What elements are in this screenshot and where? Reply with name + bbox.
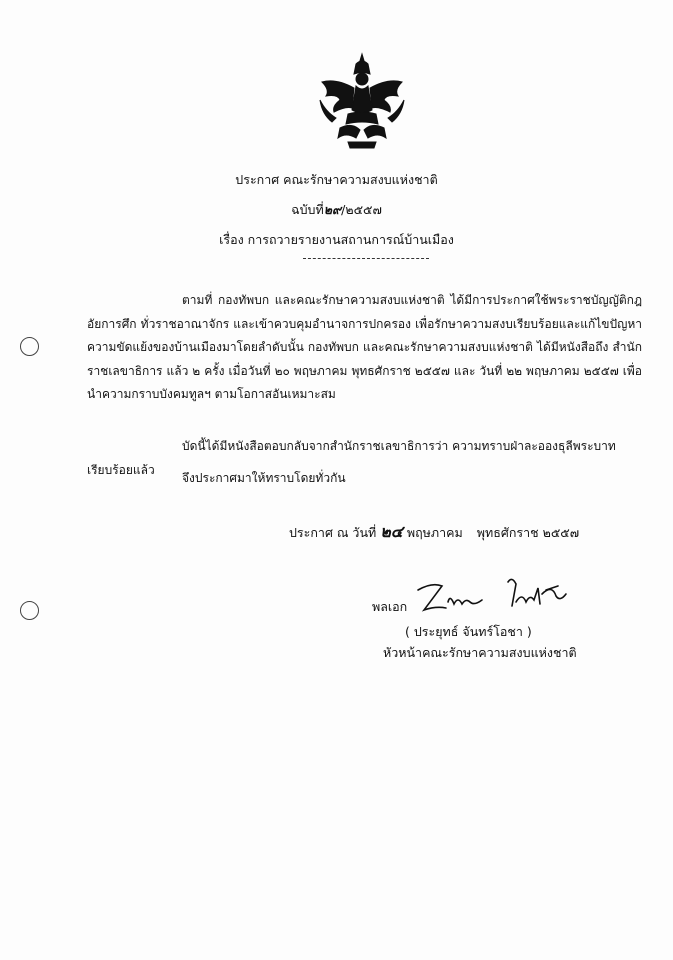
punch-hole-top xyxy=(20,337,39,356)
body-paragraph-1: ตามที่ กองทัพบก และคณะรักษาความสงบแห่งชาติ ได้มีการประกาศใช้พระราชบัญญัติกฎอัยการศึก ทั่วราชอาณาจักร และเข้าควบคุมอำนาจการปกครอง เพื่อรักษาความสงบเรียบร้อยและแก้ไขปัญหาความขัดแย้งของบ้านเมืองมาโดยลำดับนั้น กองทัพบก และคณะรักษาความสงบแห่งชาติ ได้มีหนังสือถึง สำนักราชเลขาธิการ แล้ว ๒ ครั้ง เมื่อวันที่ ๒๐ พฤษภาคม พุทธศักราช ๒๕๕๗ และ วันที่ ๒๒ พฤษภาคม ๒๕๕๗ เพื่อนำความกราบบังคมทูลฯ ตามโอกาสอันเหมาะสม xyxy=(87,293,642,401)
punch-hole-bottom xyxy=(20,601,39,620)
signer-rank: พลเอก xyxy=(372,599,408,614)
body-paragraph-3: จึงประกาศมาให้ทราบโดยทั่วกัน xyxy=(182,471,346,485)
date-line xyxy=(289,520,579,545)
body-paragraph-2: บัดนี้ได้มีหนังสือตอบกลับจากสำนักราชเลขาธิการว่า ความทราบฝ่าละอองธุลีพระบาทเรียบร้อยแล้ว xyxy=(87,439,616,477)
date-month: พฤษภาคม xyxy=(406,525,463,540)
subject-line: เรื่อง การถวายรายงานสถานการณ์บ้านเมือง xyxy=(219,232,454,247)
date-day-handwritten: ๒๔ xyxy=(380,522,403,541)
issue-number xyxy=(0,200,673,220)
date-year: พุทธศักราช ๒๕๕๗ xyxy=(476,525,580,540)
garuda-emblem-icon xyxy=(318,52,406,152)
issue-prefix: ฉบับที่ xyxy=(291,202,324,217)
signer-position: หัวหน้าคณะรักษาความสงบแห่งชาติ xyxy=(383,645,577,660)
issue-year: /๒๕๕๗ xyxy=(341,202,382,217)
separator-line xyxy=(303,258,429,259)
date-prefix: ประกาศ ณ วันที่ xyxy=(289,525,377,540)
announcement-title: ประกาศ คณะรักษาความสงบแห่งชาติ xyxy=(235,172,438,187)
handwritten-signature-icon xyxy=(412,572,572,622)
signer-name: ( ประยุทธ์ จันทร์โอชา ) xyxy=(405,624,532,639)
issue-number-handwritten: ๒๙ xyxy=(323,202,342,217)
